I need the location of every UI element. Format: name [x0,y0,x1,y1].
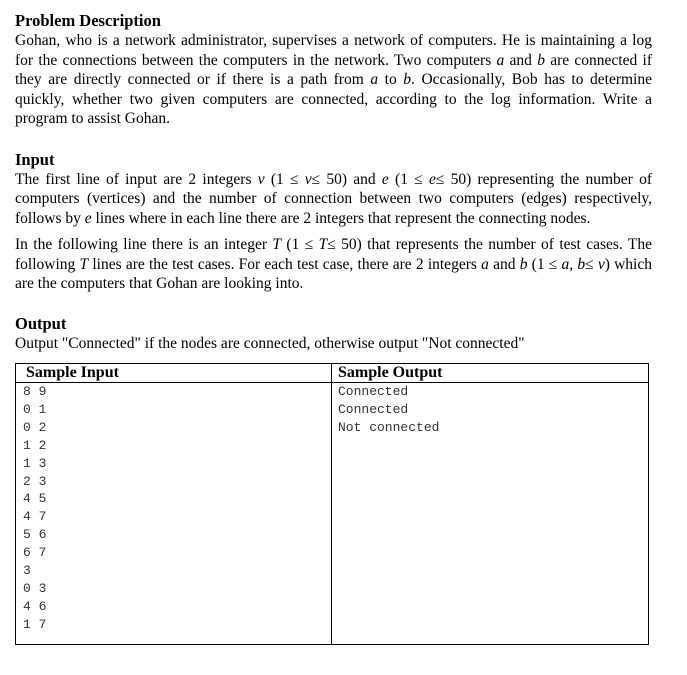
input-heading: Input [15,149,55,169]
sample-input-line: 4 6 [23,598,47,614]
sample-input-line: 0 1 [23,401,47,417]
sample-input-line: 4 7 [23,509,47,525]
sample-io-table [15,363,649,645]
sample-output-line: Not connected [338,419,440,435]
sample-input-line: 0 3 [23,580,47,596]
problem-description-section [15,10,652,129]
sample-input-line: 1 7 [23,616,47,632]
output-heading: Output [15,313,67,333]
sample-input-line: 3 [23,563,31,579]
output-section [15,313,652,354]
sample-input-line: 5 6 [23,527,47,543]
input-text-first: The first line of input are 2 integers v (1 ≤ v≤ 50) and e (1 ≤ e≤ 50) representing the number of computers (vertices) and the number of connection between two computers (edges) respectively, follows by e lines where in each line there are 2 integers that represent the connecting nodes. [15,170,652,227]
problem-description-text: Gohan, who is a network administrator, supervises a network of computers. He is maintaining a log for the connections between the computers in the network. Two computers a and b are connected if they are directly connected or if there is a path from a to b. Occasionally, Bob has to determine quickly, whether two given computers are connected, according to the log information. Write a program to assist Gohan. [15,32,652,127]
sample-output-heading: Sample Output [332,364,648,383]
input-section [15,149,652,294]
output-text: Output "Connected" if the nodes are connected, otherwise output "Not connected" [15,334,525,352]
sample-input-heading: Sample Input [16,364,331,383]
sample-input-line: 6 7 [23,545,47,561]
problem-description-heading: Problem Description [15,11,161,30]
sample-input-line: 1 3 [23,455,47,471]
sample-input-line: 1 2 [23,437,47,453]
sample-output-column [332,364,648,644]
sample-output-lines [332,383,648,437]
sample-output-line: Connected [338,384,409,399]
sample-input-column [16,364,332,644]
sample-input-line: 2 3 [23,473,47,489]
sample-input-line: 4 5 [23,491,47,507]
input-text-second: In the following line there is an integer T (1 ≤ T≤ 50) that represents the number of test cases. The following T lines are the test cases. For each test case, there are 2 integers a and b (1 ≤ a, b≤ v) which are the computers that Gohan are looking into. [15,236,653,292]
sample-output-line: Connected [338,401,409,417]
sample-input-line: 8 9 [23,384,47,399]
sample-input-line: 0 2 [23,419,47,435]
sample-input-lines [16,383,331,634]
problem-page [15,10,652,353]
